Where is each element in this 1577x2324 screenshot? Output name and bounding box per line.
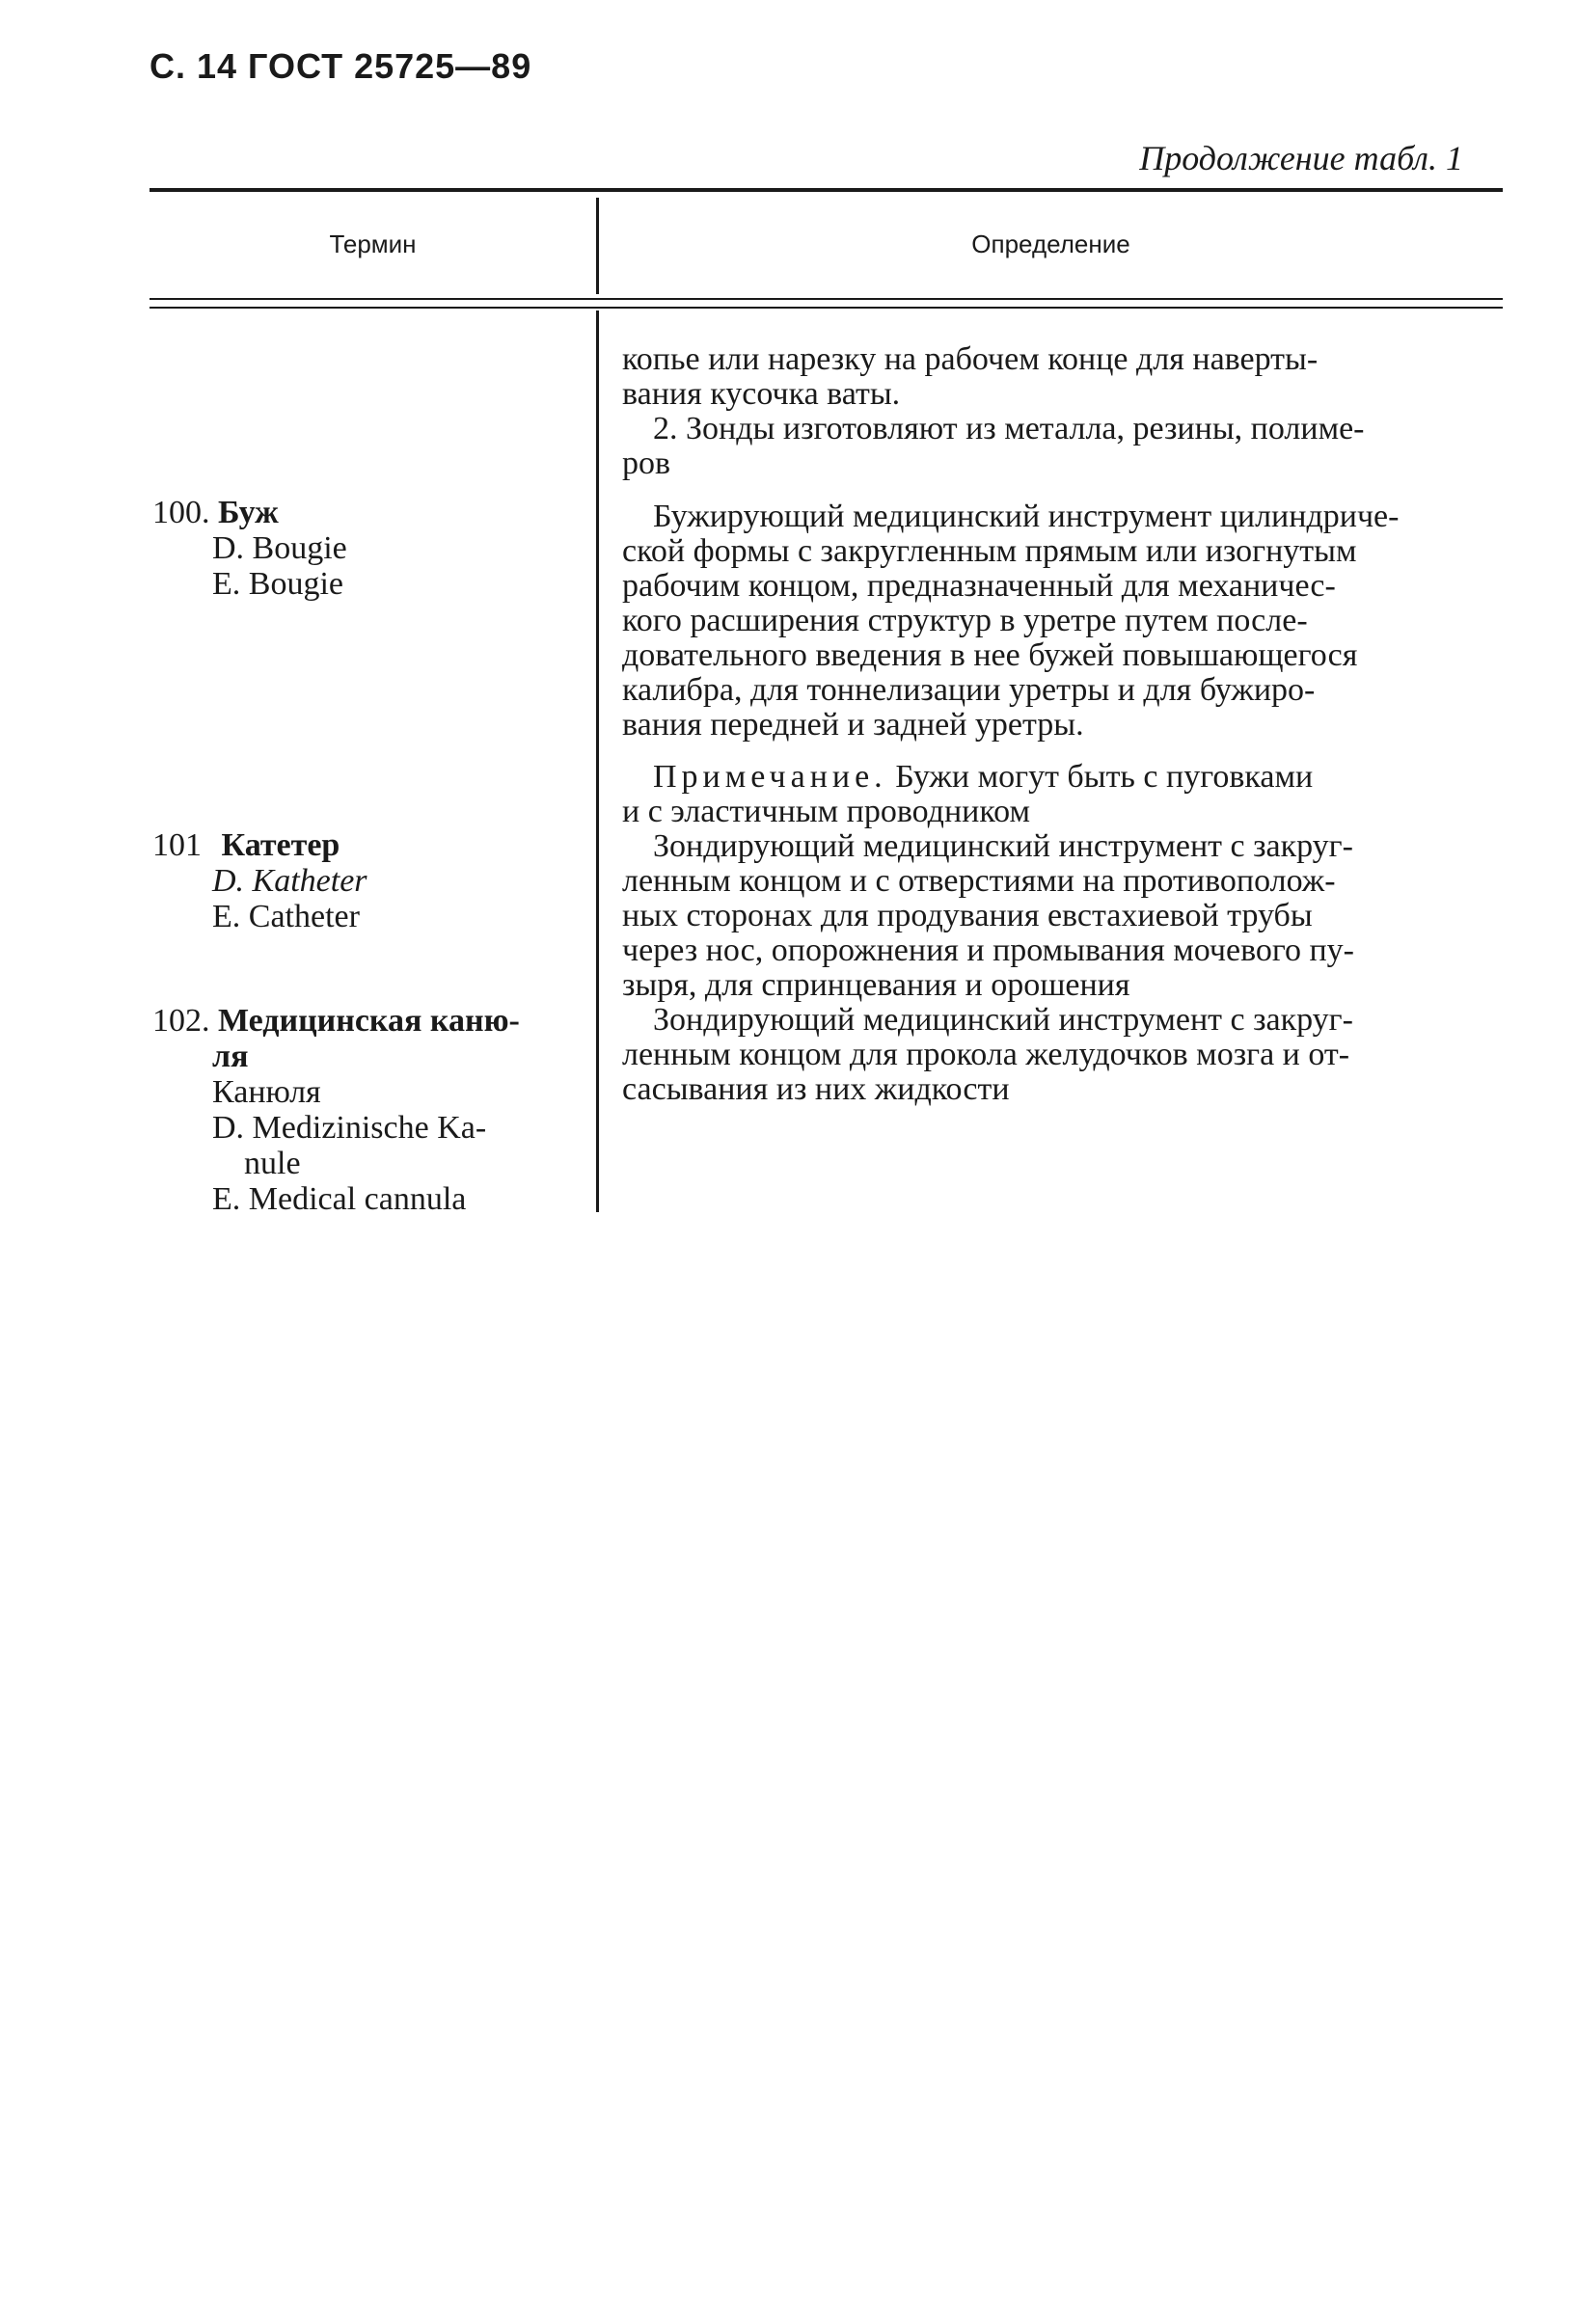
term-foreign-de: D. Katheter [212, 863, 367, 899]
term-entry-102 [152, 1003, 586, 1217]
definition-line: зыря, для спринцевания и орошения [622, 967, 1130, 1003]
term-foreign-en: E. Bougie [212, 566, 343, 602]
term-title [152, 1003, 586, 1039]
term-name-cont: ля [212, 1039, 249, 1074]
table-top-rule [150, 188, 1503, 192]
definition-line: ленным концом для прокола желудочков мозга и от- [622, 1037, 1350, 1072]
column-header-definition: Определение [971, 230, 1130, 258]
definition-line: через нос, опорожнения и промывания мочевого пу- [622, 932, 1355, 968]
term-entry-100 [152, 495, 586, 602]
header-bottom-rule [150, 298, 1503, 300]
definition-100 [622, 500, 1502, 743]
page-header: С. 14 ГОСТ 25725—89 [150, 46, 532, 86]
term-foreign-en: E. Medical cannula [212, 1181, 467, 1217]
column-header-term: Термин [329, 230, 417, 258]
table-continuation-label: Продолжение табл. 1 [1139, 139, 1463, 177]
definition-line: калибра, для тоннелизации уретры и для бужиро- [622, 672, 1316, 708]
term-name: Буж [218, 495, 279, 530]
term-entry-101 [152, 827, 586, 934]
term-number: 100. [152, 495, 210, 530]
body-column-divider [596, 311, 599, 1212]
note-100 [622, 760, 1502, 829]
definition-continued [622, 342, 1502, 481]
definition-line: ных сторонах для продувания евстахиевой трубы [622, 898, 1313, 933]
term-foreign-en: E. Catheter [212, 899, 360, 934]
term-synonym: Канюля [212, 1074, 321, 1110]
note-label: Примечание. [653, 759, 887, 795]
note-text: Бужи могут быть с пуговками [886, 759, 1314, 795]
note-text-end: и с эластичным проводником [622, 794, 1031, 829]
term-title [152, 495, 586, 530]
term-foreign-de: D. Medizinische Ka- [212, 1110, 487, 1146]
definition-line: сасывания из них жидкости [622, 1071, 1010, 1107]
header-bottom-rule-double [150, 307, 1503, 309]
definition-line: ской формы с закругленным прямым или изогнутым [622, 533, 1357, 569]
definition-line: довательного введения в нее бужей повышающегося [622, 637, 1358, 673]
note-2-line-end: ров [622, 446, 671, 481]
term-name: Катетер [221, 827, 340, 863]
term-foreign-de-cont: nule [244, 1146, 301, 1181]
definition-line: вания передней и задней уретры. [622, 707, 1084, 743]
definition-101 [622, 829, 1502, 1003]
term-foreign-de: D. Bougie [212, 530, 347, 566]
definition-line: Зондирующий медицинский инструмент с закруг- [653, 828, 1353, 864]
term-title [152, 827, 586, 863]
definition-line: копье или нарезку на рабочем конце для наверты- [622, 341, 1319, 377]
note-2-line: 2. Зонды изготовляют из металла, резины, полиме- [653, 411, 1365, 446]
definition-line: вания кусочка ваты. [622, 376, 901, 412]
definition-line: ленным концом и с отверстиями на противополож- [622, 863, 1336, 899]
term-number: 101 [152, 827, 202, 863]
term-name: Медицинская каню- [218, 1003, 520, 1039]
definition-line: Бужирующий медицинский инструмент цилиндриче- [653, 499, 1400, 534]
definition-line: кого расширения структур в уретре путем после- [622, 603, 1308, 638]
definition-102 [622, 1003, 1502, 1107]
definition-line: рабочим концом, предназначенный для механичес- [622, 568, 1336, 604]
term-number: 102. [152, 1003, 210, 1039]
definition-line: Зондирующий медицинский инструмент с закруг- [653, 1002, 1353, 1038]
